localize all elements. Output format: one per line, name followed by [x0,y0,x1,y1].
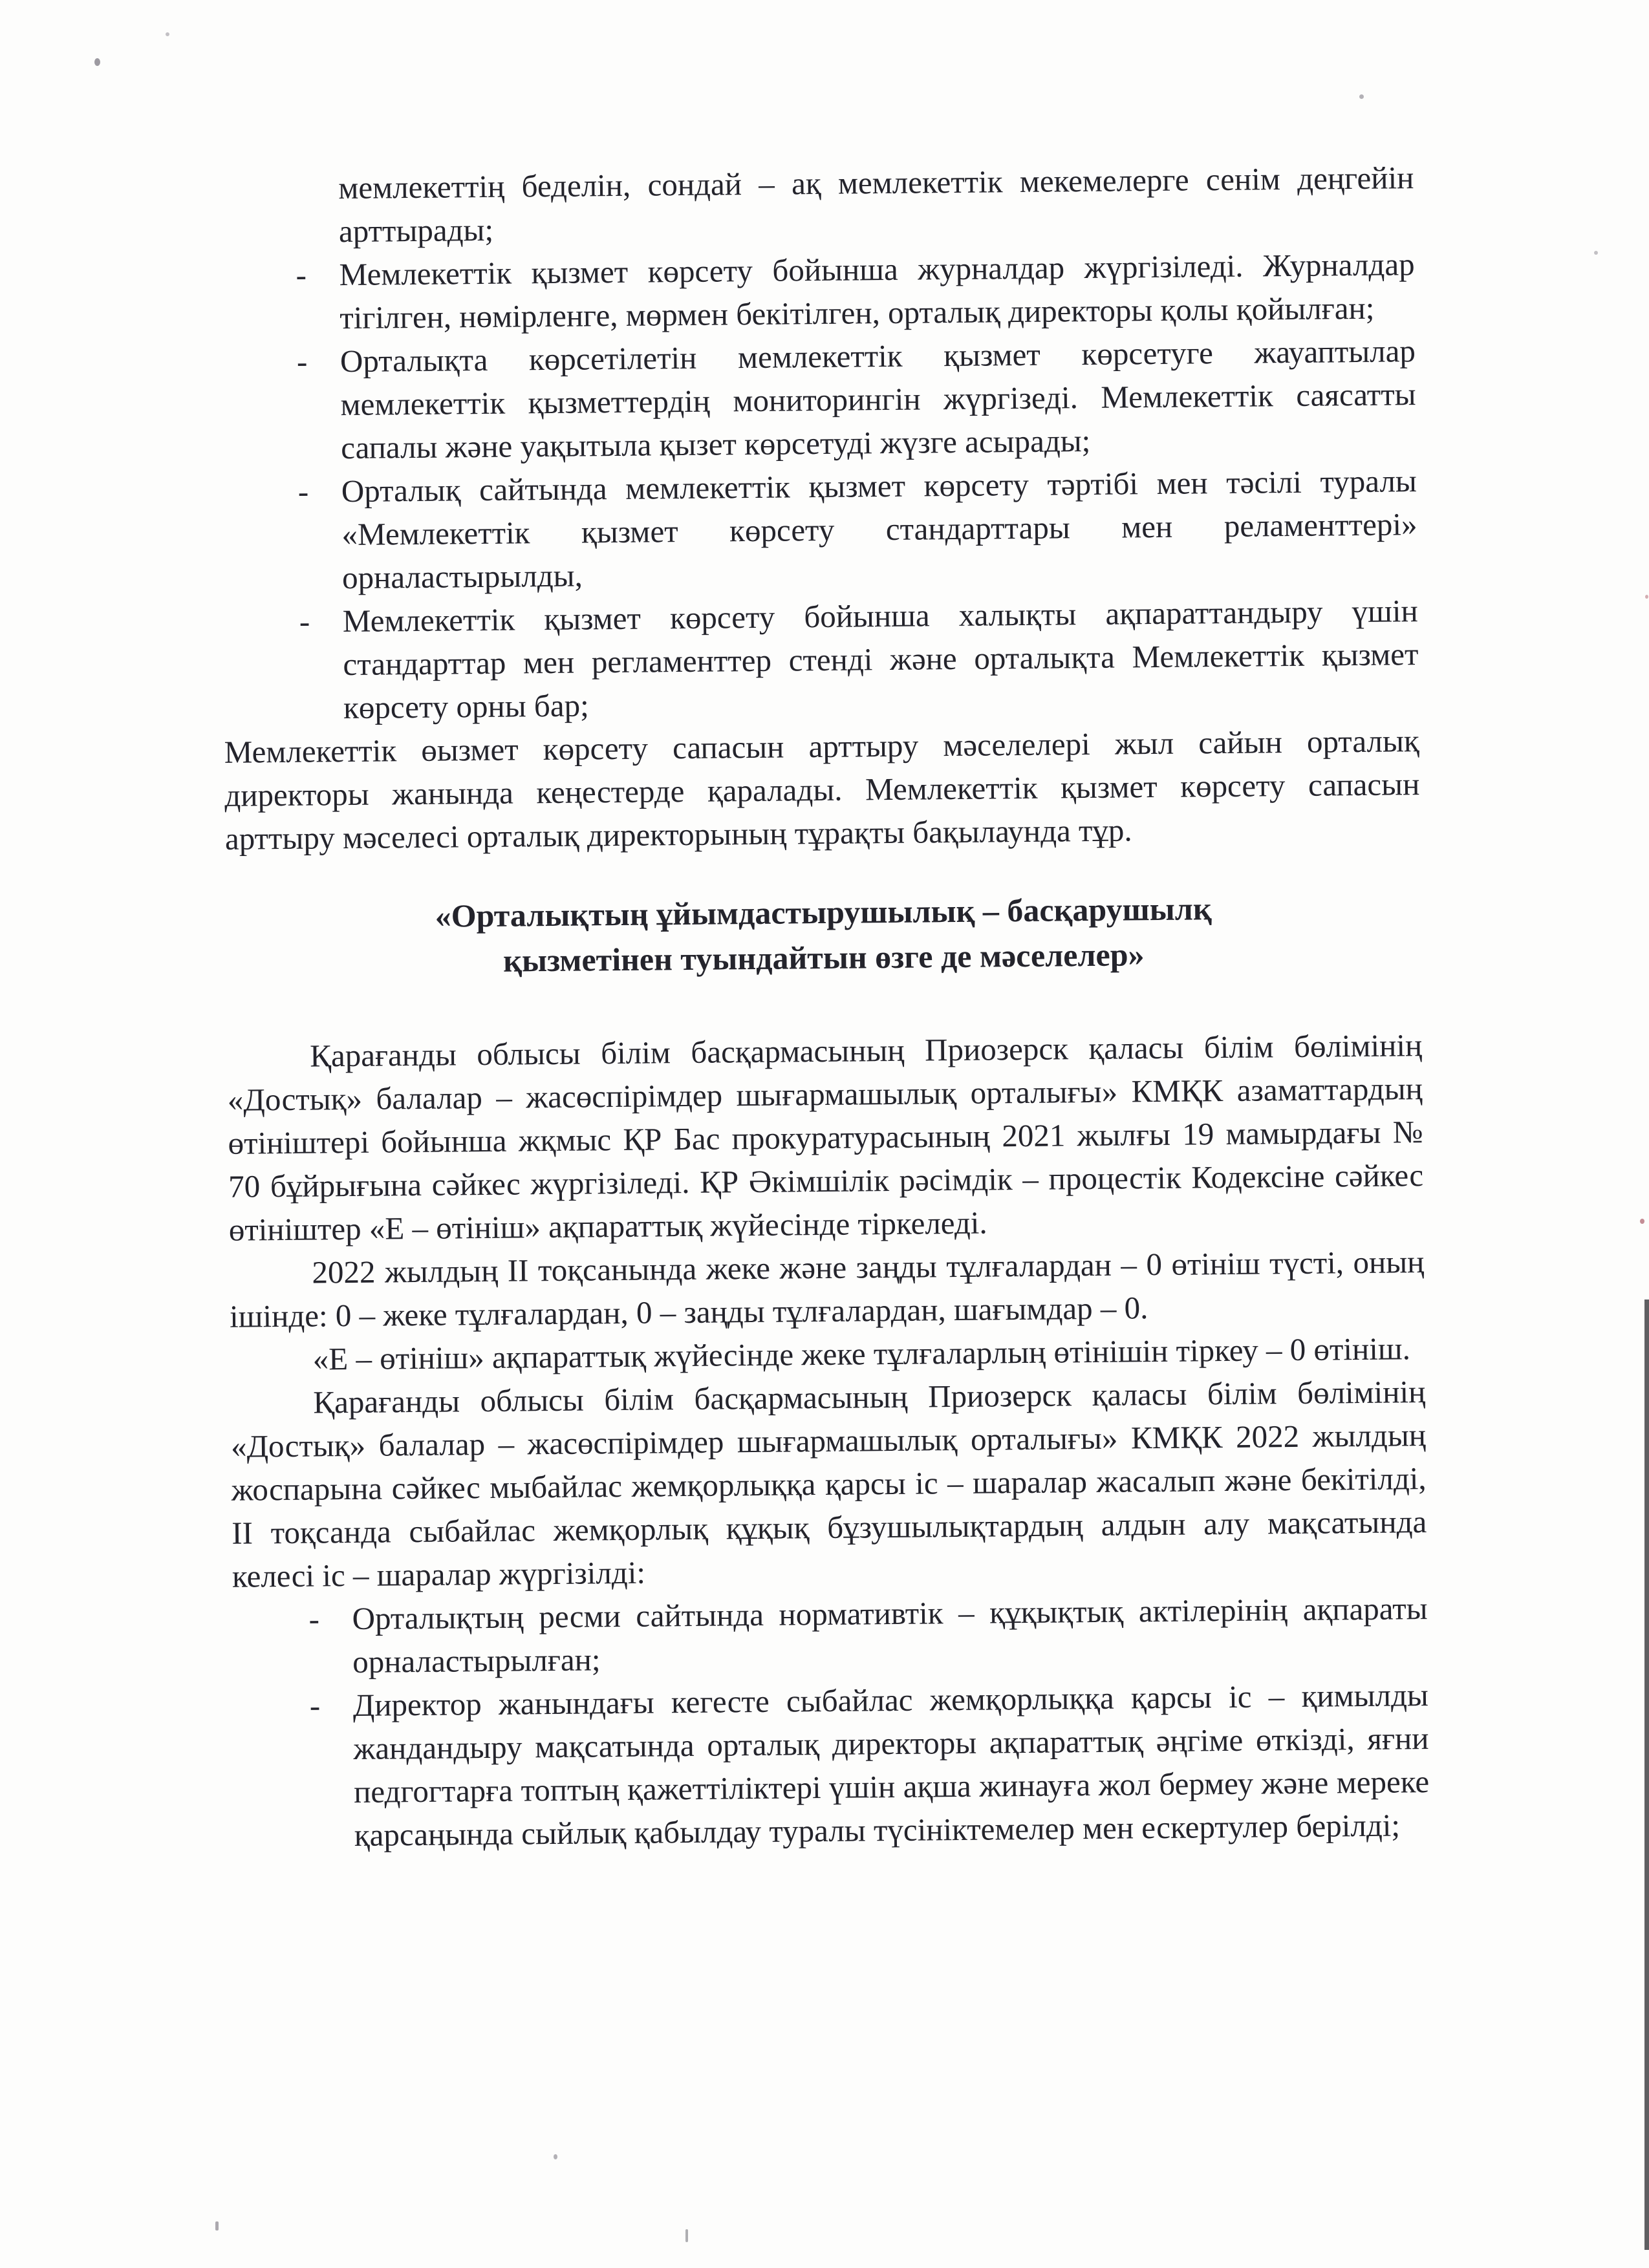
list-item [232,1587,1428,1685]
list-item-text: Директор жанындағы кегесте сыбайлас жемқорлыққа қарсы іс – қимылды жандандыру мақсатында орталық директоры ақпараттық әңгіме өткізді, яғни педгогтарға топтың қажеттіліктері үшін ақша жинауға жол бермеу және мереке қарсаңында сыйлық қабылдау туралы түсініктемелер мен ескертулер берілді; [352,1677,1430,1853]
scan-speck [215,2221,219,2231]
paragraph-service-quality: Мемлекеттік өызмет көрсету сапасын арттыру мәселелері жыл сайын орталық директоры жанында кеңестерде қаралады. Мемлекеттік қызмет көрсету сапасын арттыру мәселесі орталық директорының тұрақты бақылаунда тұр. [224,723,1420,857]
list-item-text: Мемлекеттік қызмет көрсету бойынша журналдар жүргізіледі. Журналдар тігілген, нөмірленге, мөрмен бекітілген, орталық директоры қолы қойылған; [339,246,1415,336]
scanner-edge-artifact [1644,1300,1649,2250]
bullet-dash: - [296,343,308,380]
anticorruption-bullet-list [232,1587,1430,1858]
paragraph-appeals-1: Қарағанды облысы білім басқармасының Приозерск қаласы білім бөлімінің «Достық» балалар – жасөспірімдер шығармашылық орталығы» КМҚК азаматтардың өтініштері бойынша жқмыс ҚР Бас прокуратурасының 2021 жылғы 19 мамырдағы № 70 бұйрығына сәйкес жүргізіледі. ҚР Әкімшілік рәсімдік – процестік Кодексіне сәйкес өтініштер «Е – өтініш» ақпараттық жүйесінде тіркеледі. [227,1027,1424,1248]
service-bullet-list [219,156,1419,731]
bullet-dash: - [297,473,309,509]
scan-speck [1359,94,1364,99]
scan-speck [1594,251,1598,255]
list-item [221,329,1417,471]
paragraph-anticorruption: Қарағанды облысы білім басқармасының Приозерск қаласы білім бөлімінің «Достық» балалар – жасөспірімдер шығармашылық орталығы» КМҚК 2022 жылдың жоспарына сәйкес мыбайлас жемқорлыққа қарсы іс – шаралар жасалып және бекітілді, ІІ тоқсанда сыбайлас жемқорлық құқық бұзушылықтардың алдын алу мақсатында келесі іс – шаралар жүргізілді: [230,1374,1427,1594]
scan-speck [1640,1219,1644,1224]
list-item-text: Орталықта көрсетілетін мемлекеттік қызмет көрсетуге жауаптылар мемлекеттік қызметтердің мониторингін жүргізеді. Мемлекеттік саясатты сапалы және уақытыла қызет көрсетуді жүзге асырады; [339,333,1416,466]
list-item [219,156,1414,254]
paragraph-appeals-3: «Е – өтініш» ақпараттық жүйесінде жеке тұлғаларлың өтінішін тіркеу – 0 өтініш. [312,1331,1411,1377]
scan-speck [554,2154,557,2159]
bullet-dash: - [296,257,307,293]
list-item [219,242,1415,341]
scan-speck [1645,595,1648,599]
list-item-text: мемлекеттің беделін, сондай – ақ мемлекеттік мекемелерге сенім деңгейін арттырады; [338,160,1414,250]
scan-speck [166,32,169,36]
scan-speck [94,58,100,66]
section-heading [226,884,1421,986]
bullet-dash: - [308,1601,320,1637]
list-item-text: Орталықтың ресми сайтында нормативтік – құқықтық актілерінің ақпараты орналастырылған; [352,1590,1428,1680]
section-heading-line1: «Орталықтың ұйымдастырушылық – басқарушылқ [435,890,1212,934]
list-item [222,459,1418,601]
document-text-block [219,156,1430,1858]
section-heading-line2: қызметінен туындайтын өзге де мәселелер» [502,936,1145,979]
bullet-dash: - [309,1687,321,1724]
bullet-dash: - [299,603,310,639]
scan-speck [685,2229,688,2242]
list-item-text: Орталық сайтында мемлекеттік қызмет көрсету тәртібі мен тәсілі туралы «Мемлекеттік қызмет көрсету стандарттары мен реламенттері» орналастырылды, [341,463,1417,596]
list-item [233,1673,1430,1858]
list-item-text: Мемлекеттік қызмет көрсету бойынша халықты ақпараттандыру үшін стандарттар мен регламенттер стенді және орталықта Мемлекеттік қызмет көрсету орны бар; [342,593,1419,726]
list-item [222,589,1419,731]
paragraph-appeals-2: 2022 жылдың ІІ тоқсанында жеке және заңды тұлғалардан – 0 өтініш түсті, оның ішінде: 0 – жеке тұлғалардан, 0 – заңды тұлғалардан, шағымдар – 0. [229,1244,1425,1334]
